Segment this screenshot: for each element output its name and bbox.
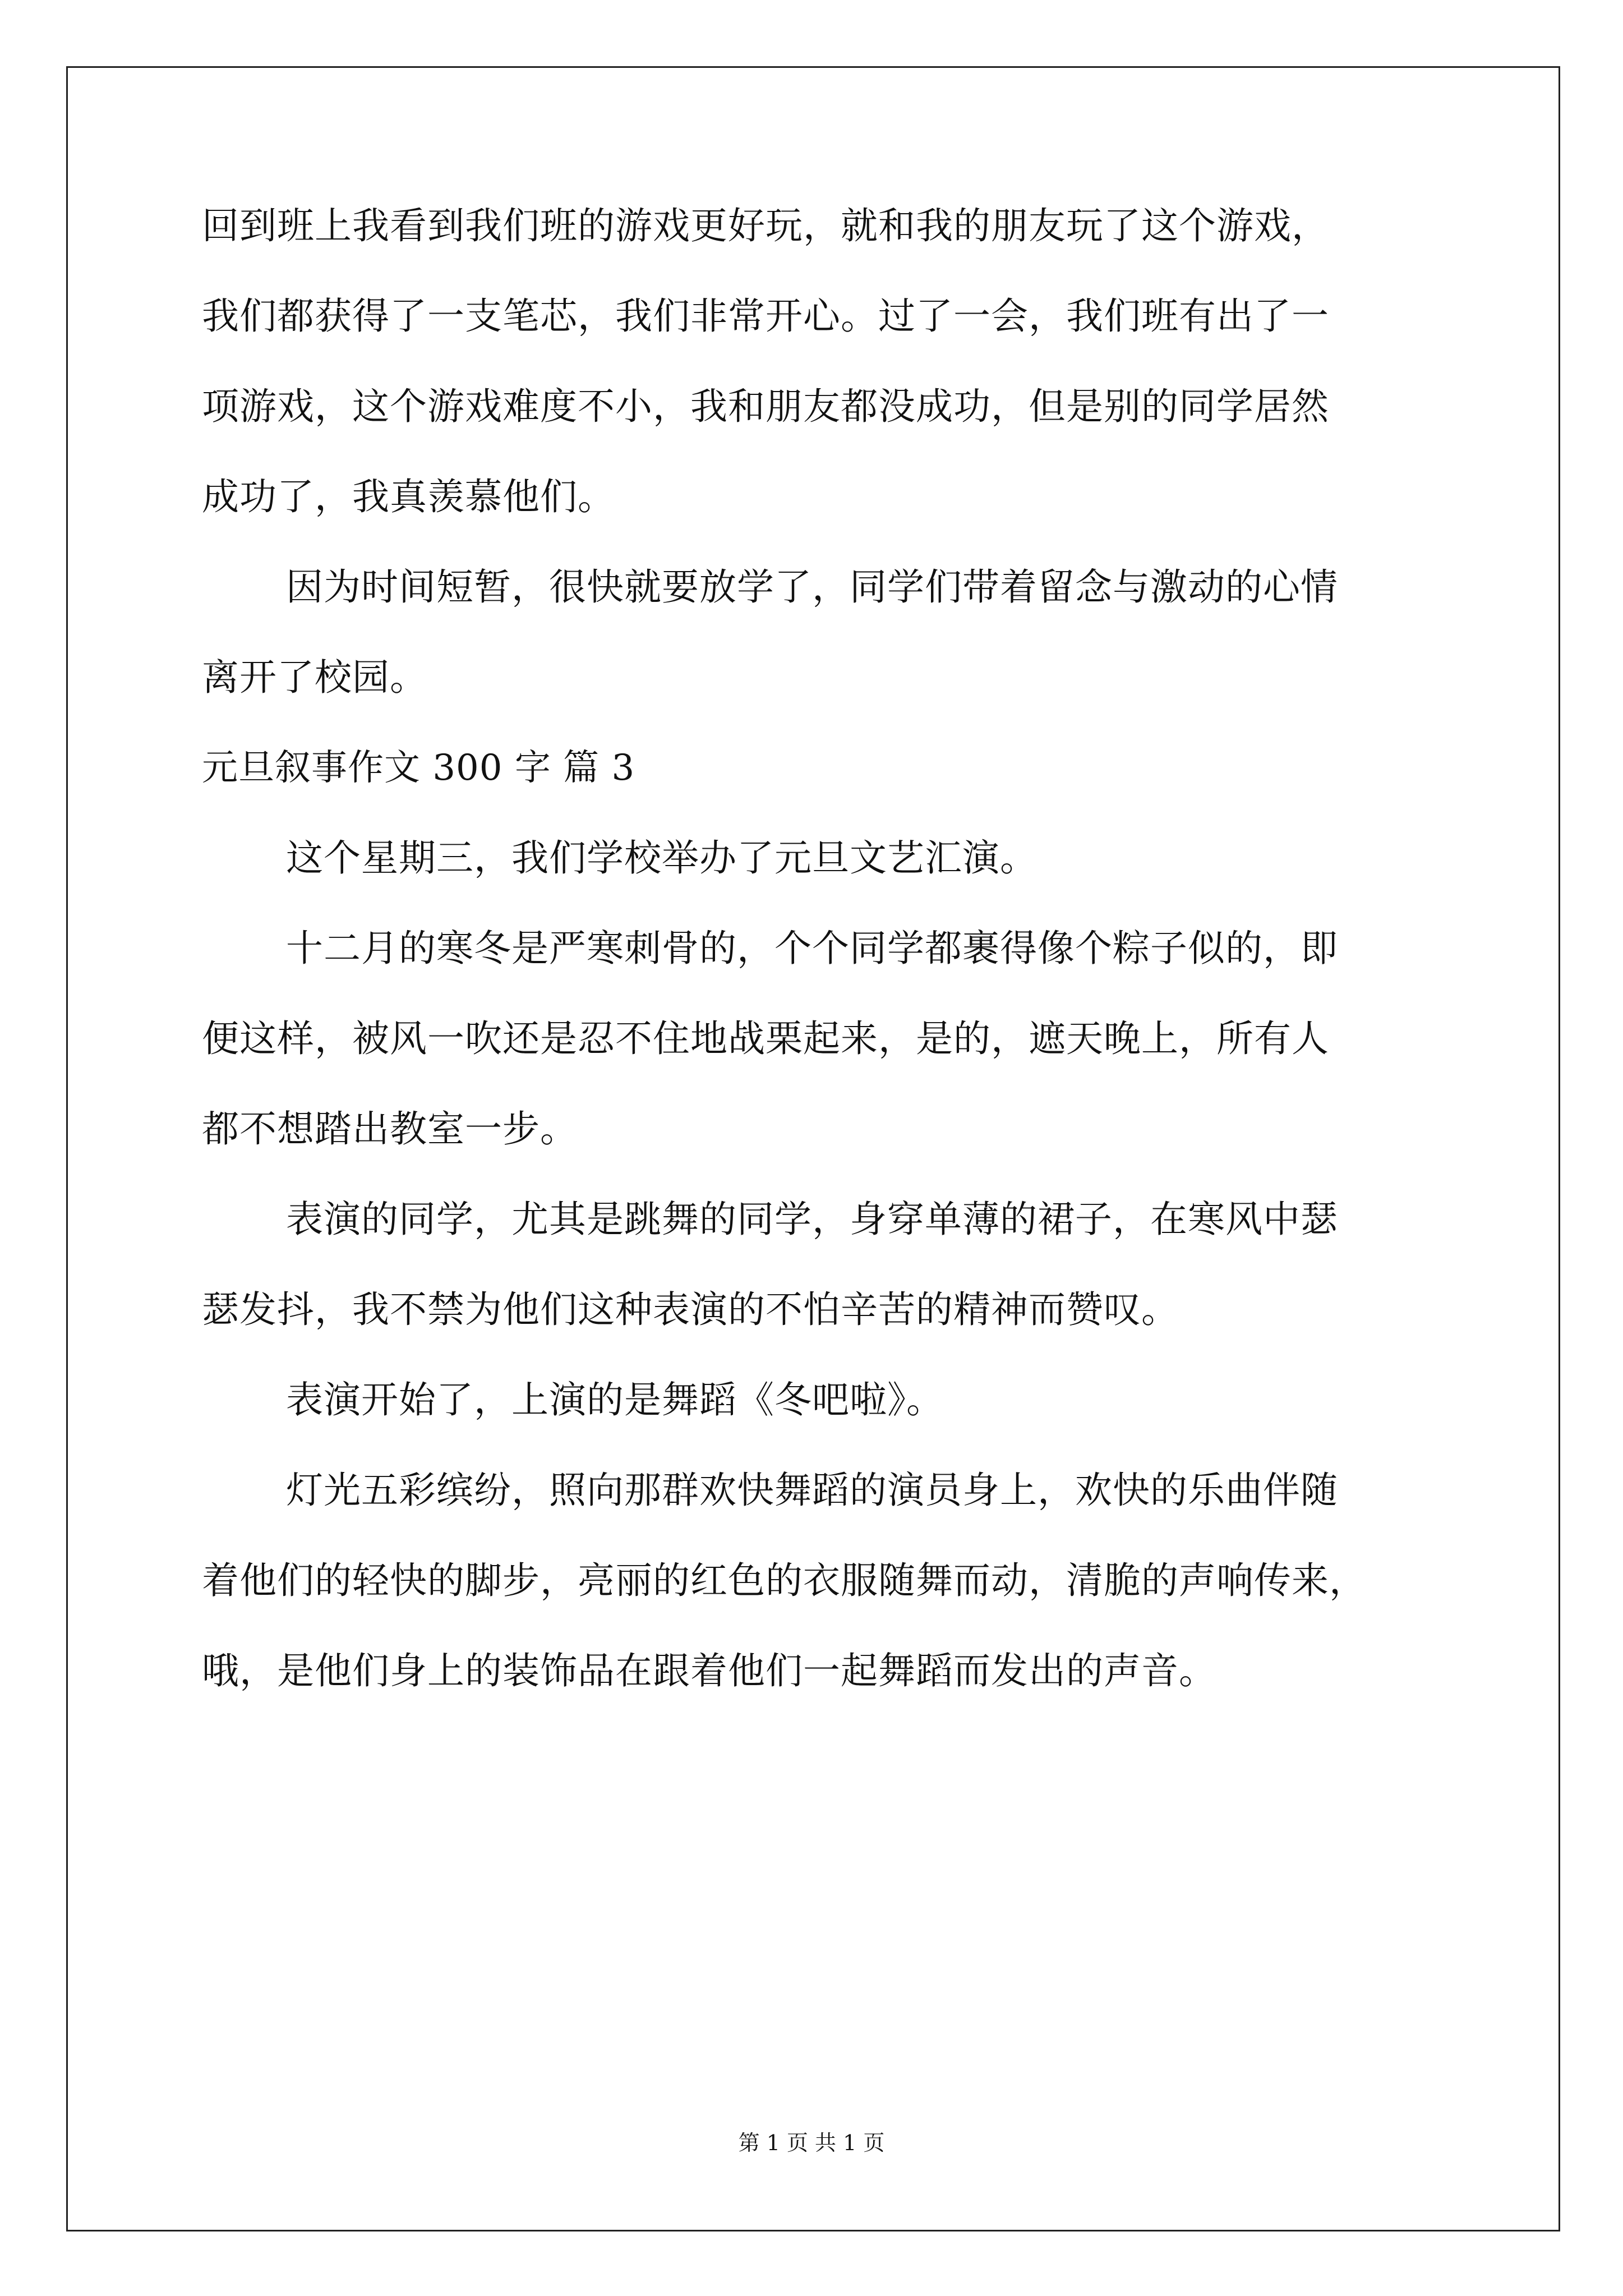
text-line: 灯光五彩缤纷，照向那群欢快舞蹈的演员身上，欢快的乐曲伴随	[286, 1469, 1338, 1512]
text-line: 便这样，被风一吹还是忍不住地战栗起来，是的，遮天晚上，所有人	[202, 1017, 1329, 1060]
text-line: 着他们的轻快的脚步，亮丽的红色的衣服随舞而动，清脆的声响传来，	[202, 1559, 1367, 1602]
text-line: 表演开始了，上演的是舞蹈《冬吧啦》。	[286, 1378, 944, 1421]
text-line: 十二月的寒冬是严寒刺骨的，个个同学都裹得像个粽子似的，即	[286, 927, 1338, 970]
text-line: 哦，是他们身上的装饰品在跟着他们一起舞蹈而发出的声音。	[202, 1649, 1216, 1692]
text-line: 表演的同学，尤其是跳舞的同学，身穿单薄的裙子，在寒风中瑟	[286, 1198, 1338, 1241]
text-line: 这个星期三，我们学校举办了元旦文艺汇演。	[286, 836, 1038, 880]
text-line: 我们都获得了一支笔芯，我们非常开心。过了一会，我们班有出了一	[202, 295, 1329, 338]
text-line: 都不想踏出教室一步。	[202, 1107, 578, 1151]
text-line: 回到班上我看到我们班的游戏更好玩，就和我的朋友玩了这个游戏，	[202, 204, 1329, 247]
text-line: 瑟发抖，我不禁为他们这种表演的不怕辛苦的精神而赞叹。	[202, 1288, 1179, 1331]
page-number-footer: 第 1 页 共 1 页	[738, 2131, 885, 2155]
text-line: 项游戏，这个游戏难度不小，我和朋友都没成功，但是别的同学居然	[202, 385, 1329, 428]
text-line: 因为时间短暂，很快就要放学了，同学们带着留念与激动的心情	[286, 565, 1338, 609]
text-line: 成功了，我真羡慕他们。	[202, 475, 615, 518]
text-line: 离开了校园。	[202, 656, 427, 699]
section-heading: 元旦叙事作文 300 字 篇 3	[202, 747, 635, 789]
